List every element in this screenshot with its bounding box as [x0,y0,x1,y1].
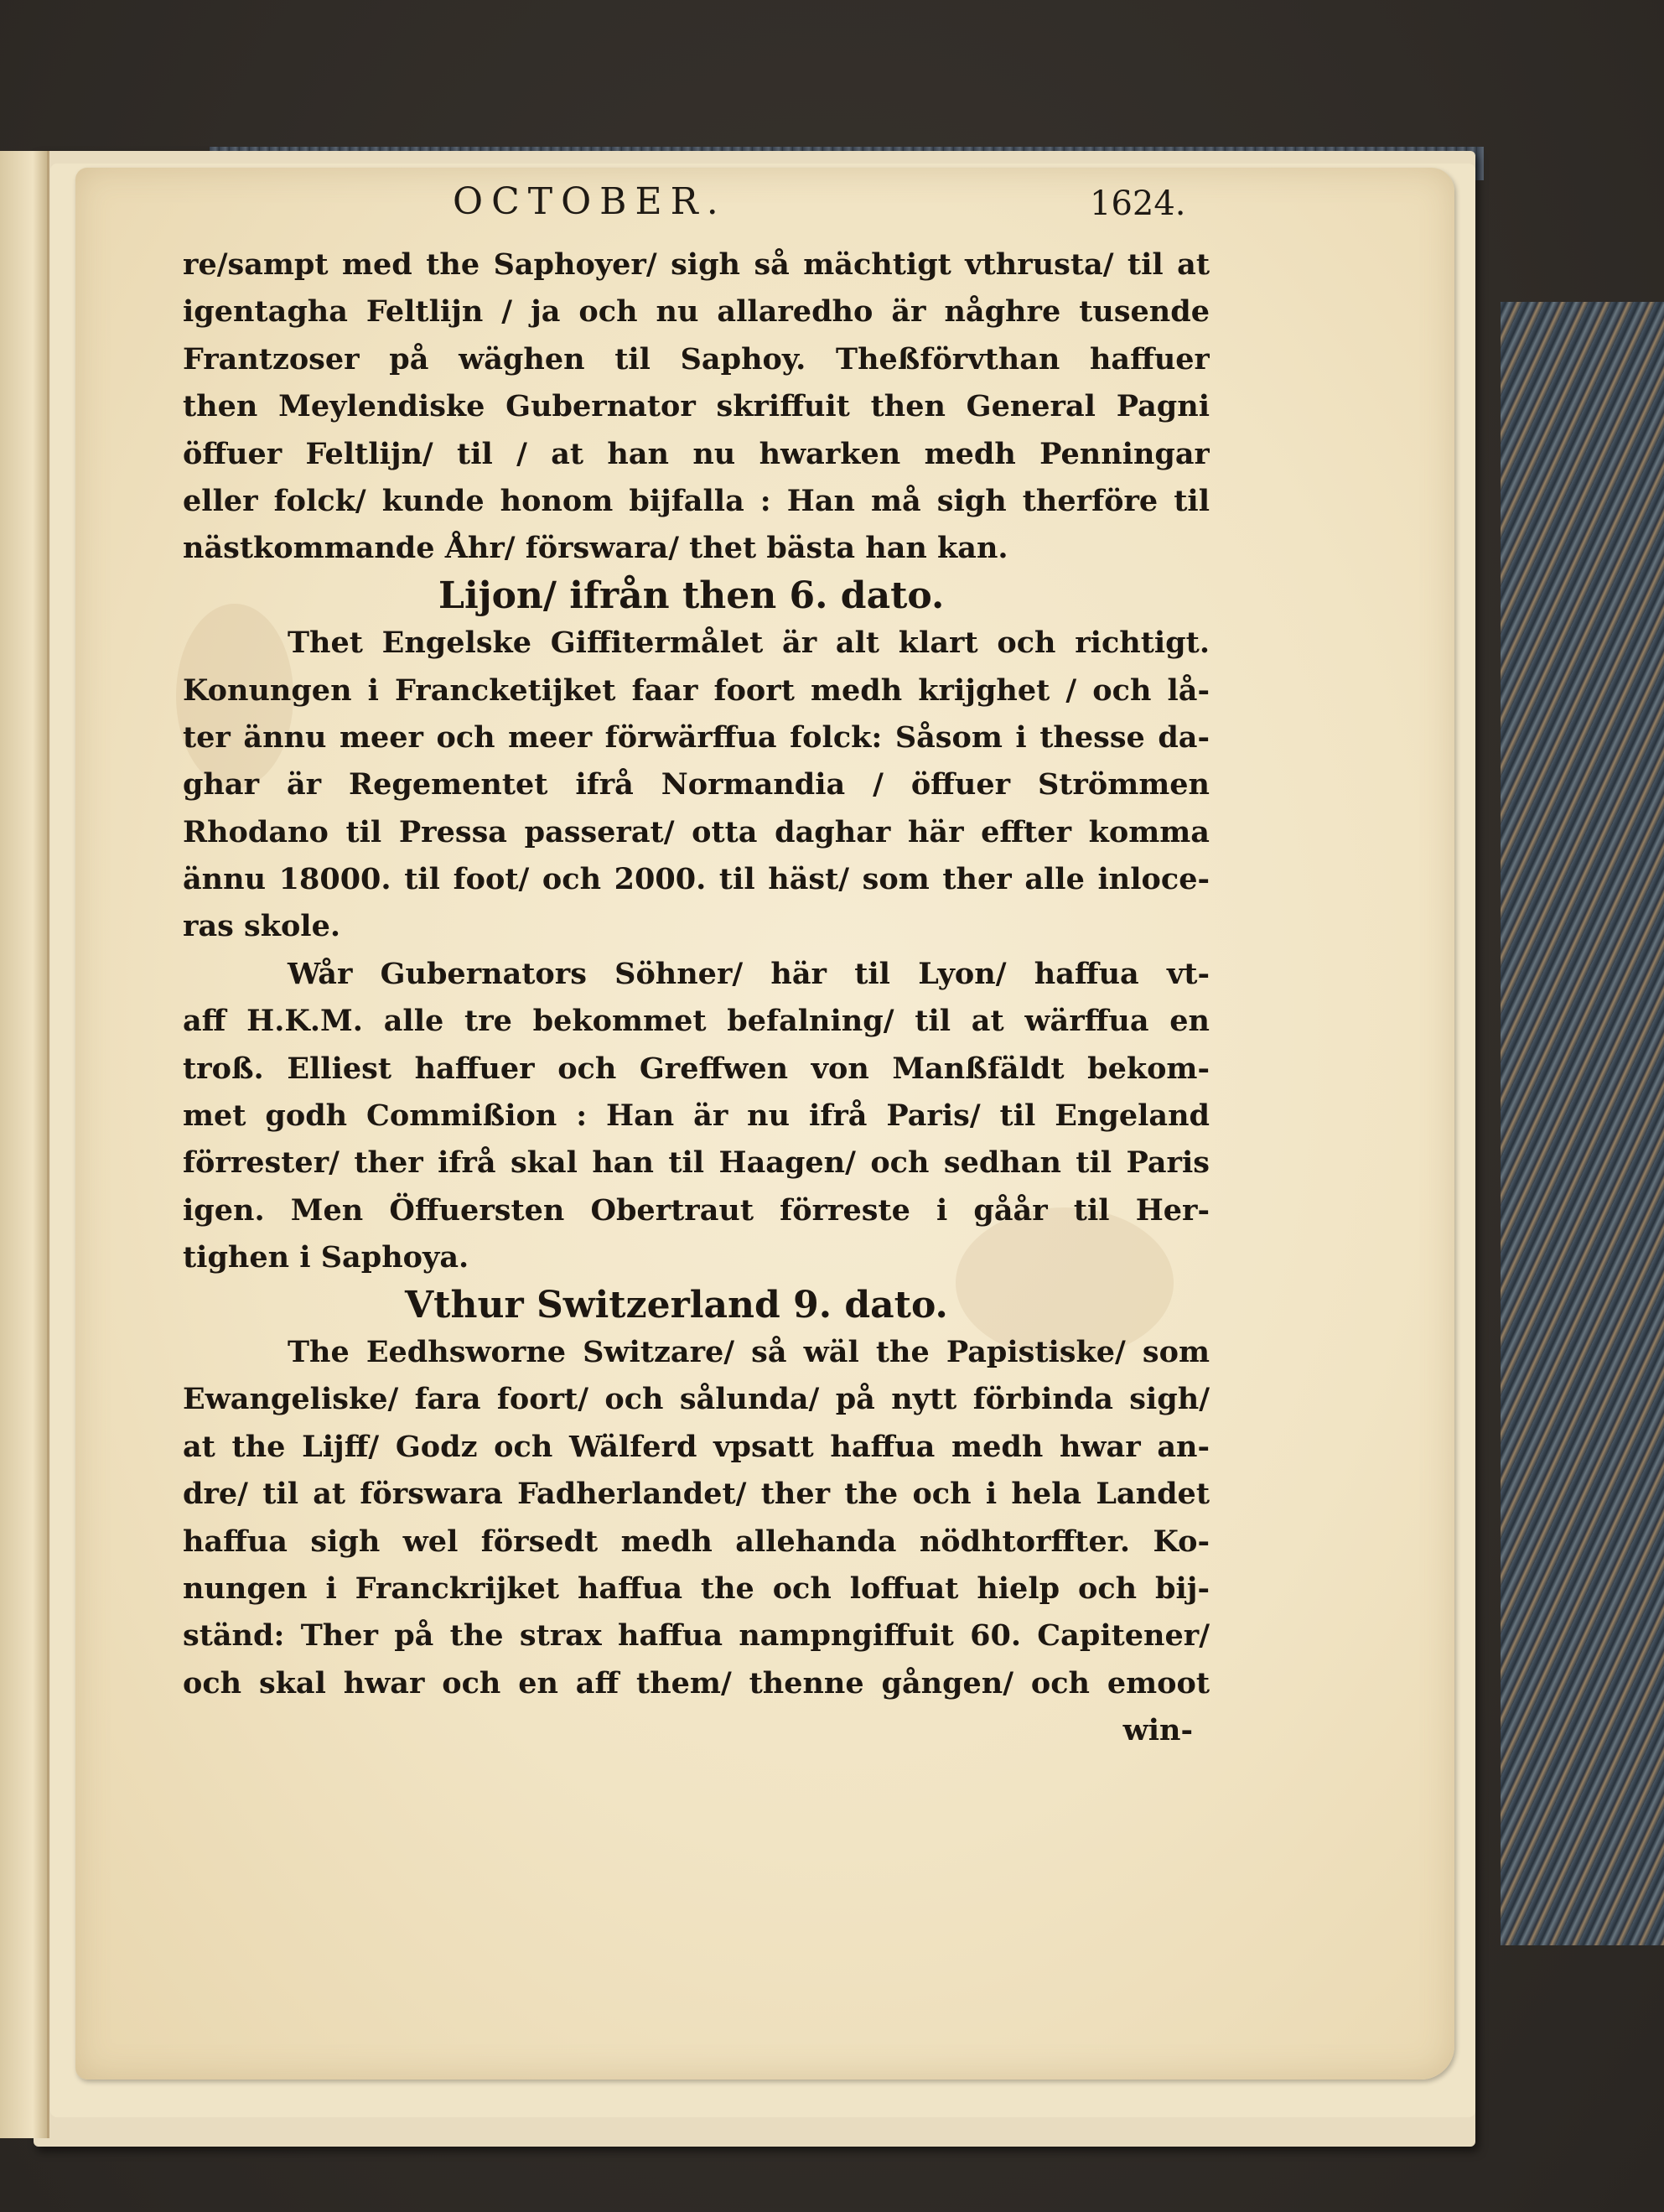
running-title: OCTOBER. [453,180,727,223]
paragraph-3 [183,951,1210,1282]
text-line: then Meylendiske Gubernator skriffuit then General Pagni [183,389,1210,424]
text-line: ras skole. [183,909,341,944]
text-line: Frantzoser på wäghen til Saphoy. Theßförvthan haffuer [183,341,1210,376]
text-line: at the Lijff/ Godz och Wälferd vpsatt haffua medh hwar an- [183,1429,1210,1464]
text-line: troß. Elliest haffuer och Greffwen von Manßfäldt bekom- [183,1051,1210,1086]
paragraph-4 [183,1329,1210,1707]
section-heading-switzerland: Vthur Switzerland 9. dato. [405,1283,948,1327]
text-line: öffuer Feltlijn/ til / at han nu hwarken medh Penningar [183,436,1210,471]
text-line: tighen i Saphoya. [183,1240,469,1275]
text-line: igen. Men Öffuersten Obertraut förreste i gåår til Her- [183,1192,1210,1228]
page-text [183,241,1210,1755]
facing-page-edge [0,151,49,2138]
catchword: win- [1122,1713,1193,1748]
text-line: förrester/ ther ifrå skal han til Haagen/ och sedhan til Paris [183,1145,1210,1181]
text-line: haffua sigh wel försedt medh allehanda nödhtorffter. Ko- [183,1524,1210,1559]
text-line: eller folck/ kunde honom bijfalla : Han må sigh therföre til [183,483,1210,518]
text-line: igentagha Feltlijn / ja och nu allaredho är någhre tusende [183,294,1210,330]
paragraph-1 [183,241,1210,573]
text-line: Rhodano til Pressa passerat/ otta daghar här effter komma [183,814,1210,849]
paragraph-2 [183,620,1210,951]
text-line: ständ: Ther på the strax haffua nampngiffuit 60. Capitener/ [183,1618,1210,1654]
text-line: nästkommande Åhr/ förswara/ thet bästa han kan. [183,531,1008,566]
page-year: 1624. [1090,184,1186,223]
text-line: nungen i Franckrijket haffua the och loffuat hielp och bij- [183,1571,1210,1606]
text-line: och skal hwar och en aff them/ thenne gången/ och emoot [183,1665,1210,1701]
text-line: dre/ til at förswara Fadherlandet/ ther the och i hela Landet [183,1477,1210,1512]
text-line: aff H.K.M. alle tre bekommet befalning/ til at wärffua en [183,1004,1210,1039]
text-line: ännu 18000. til foot/ och 2000. til häst/ som ther alle inloce- [183,862,1210,897]
text-line: Ewangeliske/ fara foort/ och sålunda/ på nytt förbinda sigh/ [183,1382,1210,1417]
text-line: ghar är Regementet ifrå Normandia / öffuer Strömmen [183,767,1210,802]
marbled-endpaper-right [1501,302,1664,1945]
text-line: Thet Engelske Giffitermålet är alt klart och richtigt. [288,626,1210,661]
text-line: ter ännu meer och meer förwärffua folck: Såsom i thesse da- [183,719,1210,755]
text-line: Wår Gubernators Söhner/ här til Lyon/ haffua vt- [288,956,1210,991]
text-line: The Eedhsworne Switzare/ så wäl the Papistiske/ som [288,1334,1210,1369]
text-line: met godh Commißion : Han är nu ifrå Paris/ til Engeland [183,1098,1210,1134]
section-heading-lijon: Lijon/ ifrån then 6. dato. [438,574,945,617]
text-line: Konungen i Francketijket faar foort medh krijghet / och lå- [183,672,1210,708]
text-line: re/sampt med the Saphoyer/ sigh så mächtigt vthrusta/ til at [183,247,1210,282]
